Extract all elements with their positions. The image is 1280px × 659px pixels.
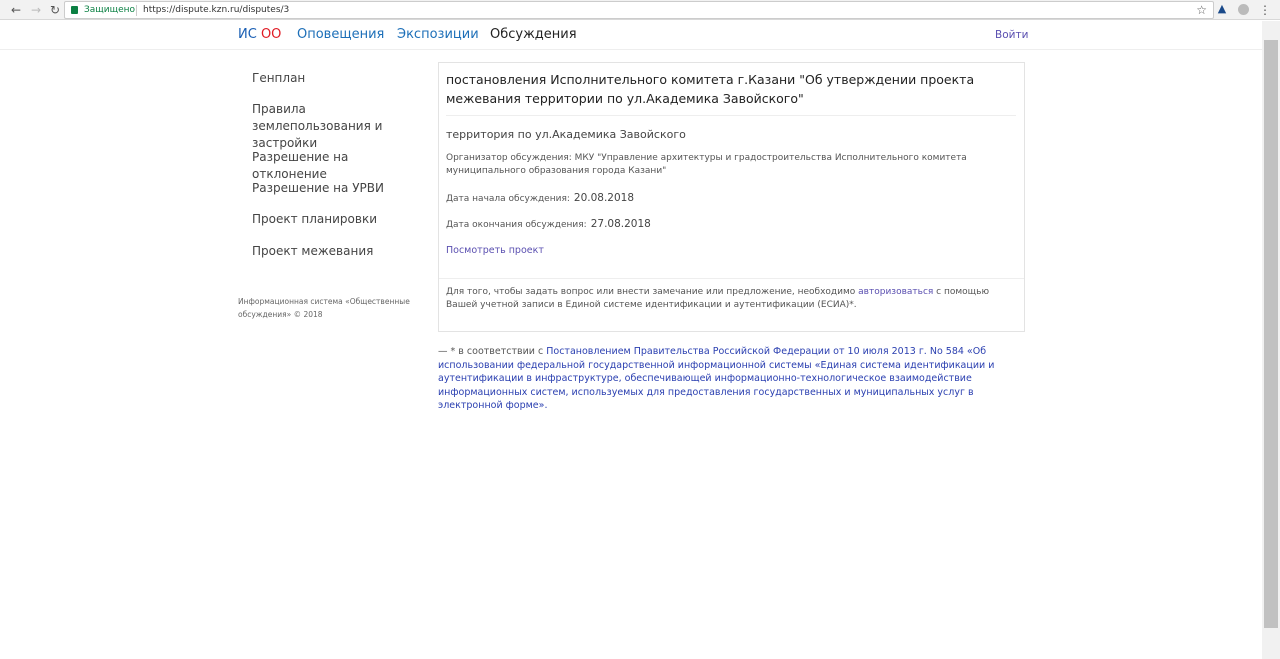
- divider: [439, 278, 1024, 279]
- logo-is: ИС: [238, 27, 257, 42]
- footnote-prefix: — * в соответствии с: [438, 346, 547, 357]
- url-text[interactable]: https://dispute.kzn.ru/disputes/3: [143, 5, 290, 15]
- lock-icon: [71, 6, 78, 14]
- sidebar-item-otklonenie[interactable]: Разрешение на отклонение: [252, 150, 349, 181]
- logo[interactable]: [238, 27, 281, 42]
- sidebar-item-urvi[interactable]: Разрешение на УРВИ: [252, 181, 384, 195]
- footnote-law-link[interactable]: Постановлением Правительства Российской Федерации от 10 июля 2013 г. No 584 «Об использовании федеральной государственной информационной системы «Единая система идентификации и аутентификации в инфраструктуре, обеспечивающей информационно-технологическое взаимодействие информационных систем, используемых для предоставления государственных и муниципальных услуг в электронной форме».: [438, 346, 995, 411]
- start-date-value: 20.08.2018: [573, 192, 635, 204]
- start-date-label: Дата начала обсуждения:: [446, 194, 570, 204]
- star-icon[interactable]: ☆: [1196, 3, 1207, 17]
- auth-notice: [446, 286, 1021, 312]
- end-date-row: [446, 218, 651, 230]
- nav-obsuzhdeniya[interactable]: Обсуждения: [490, 27, 577, 42]
- end-date-label: Дата окончания обсуждения:: [446, 220, 587, 230]
- view-project-link[interactable]: Посмотреть проект: [446, 245, 544, 256]
- site-header: [0, 21, 1262, 50]
- scrollbar-thumb[interactable]: [1264, 40, 1278, 628]
- browser-toolbar: [0, 0, 1280, 20]
- arrow-right-icon[interactable]: →: [30, 3, 42, 17]
- organizer-text: Организатор обсуждения: МКУ "Управление архитектуры и градостроительства Исполнительного комитета муниципального образования города Казани": [446, 153, 967, 176]
- reload-icon[interactable]: ↻: [49, 3, 61, 17]
- secure-label: Защищено: [84, 5, 136, 15]
- sidebar-item-pravila[interactable]: Правила землепользования и застройки: [252, 102, 383, 150]
- end-date-value: 27.08.2018: [590, 218, 651, 230]
- dispute-title: постановления Исполнительного комитета г.Казани "Об утверждении проекта межевания территории по ул.Академика Завойского": [446, 72, 975, 106]
- sidebar-item-planirovka[interactable]: Проект планировки: [252, 212, 378, 226]
- sidebar-item-genplan[interactable]: Генплан: [252, 71, 306, 85]
- login-link[interactable]: Войти: [995, 29, 1029, 41]
- dispute-subtitle: территория по ул.Академика Завойского: [446, 128, 686, 141]
- notice-text-end: с помощью Вашей учетной записи в Единой системе идентификации и аутентификации (ЕСИА)*.: [446, 287, 990, 310]
- sidebar-footer: Информационная система «Общественные обсуждения» © 2018: [238, 297, 410, 319]
- sidebar-item-mezhevanie[interactable]: Проект межевания: [252, 244, 374, 258]
- address-separator: [136, 5, 137, 16]
- footnote: [438, 345, 998, 413]
- address-bar[interactable]: [64, 1, 1214, 19]
- nav-expozicii[interactable]: Экспозиции: [397, 27, 479, 42]
- login-esia-link[interactable]: авторизоваться: [858, 287, 934, 297]
- arrow-left-icon[interactable]: ←: [10, 3, 22, 17]
- profile-icon[interactable]: [1238, 4, 1249, 15]
- notice-text: Для того, чтобы задать вопрос или внести замечание или предложение, необходимо: [446, 287, 859, 297]
- dispute-card: [438, 62, 1025, 332]
- menu-icon[interactable]: ⋮: [1259, 3, 1271, 17]
- divider: [446, 115, 1016, 116]
- start-date-row: [446, 192, 634, 204]
- extension-icon[interactable]: ▲: [1217, 2, 1227, 15]
- nav-oveshcheniya[interactable]: Оповещения: [297, 27, 385, 42]
- logo-oo: ОО: [260, 27, 282, 42]
